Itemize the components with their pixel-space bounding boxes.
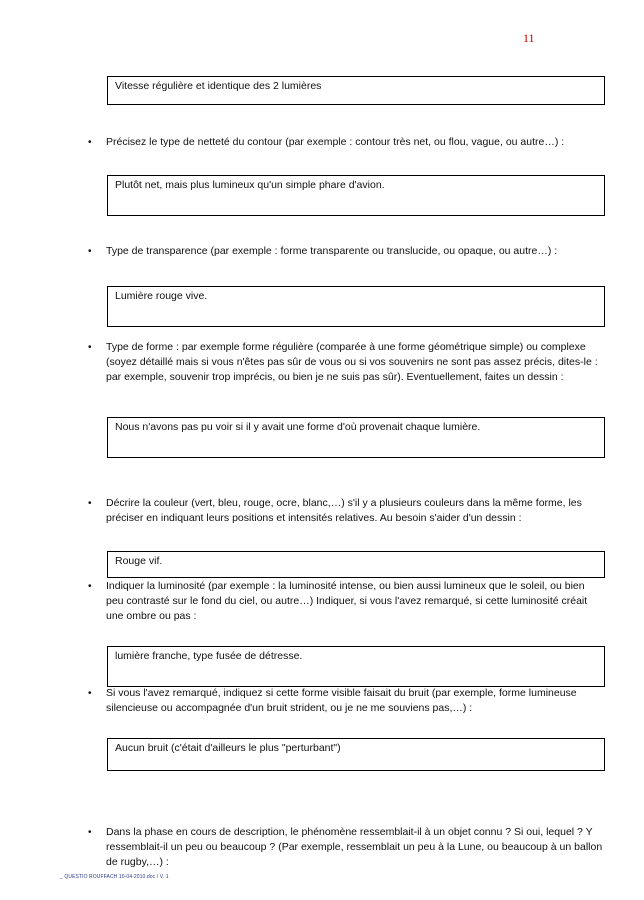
question-luminosity: Indiquer la luminosité (par exemple : la luminosité intense, ou bien aussi lumineux que le soleil, ou bien peu contrasté sur le fond du ciel, ou autre…) Indiquer, si vous l'avez remarqué, si cette luminosité créait une ombre ou pas : bbox=[106, 580, 588, 622]
answer-box-color[interactable]: Rouge vif. bbox=[107, 551, 605, 578]
question-noise: Si vous l'avez remarqué, indiquez si cette forme visible faisait du bruit (par exemple, forme lumineuse silencieuse ou accompagnée d'un bruit strident, ou je ne me souviens pas,…) : bbox=[106, 687, 577, 714]
bullet: • bbox=[88, 137, 92, 148]
bullet: • bbox=[88, 827, 92, 838]
page-number: 11 bbox=[523, 31, 535, 45]
question-color: Décrire la couleur (vert, bleu, rouge, ocre, blanc,…) s'il y a plusieurs couleurs dans la même forme, les préciser en indiquant leurs positions et intensités relatives. Au besoin s'aider d'un dessin : bbox=[106, 497, 582, 524]
bullet: • bbox=[88, 246, 92, 257]
answer-box-luminosity[interactable]: lumière franche, type fusée de détresse. bbox=[107, 646, 605, 687]
bullet: • bbox=[88, 342, 92, 353]
answer-box-speed[interactable]: Vitesse régulière et identique des 2 lumières bbox=[107, 76, 605, 105]
bullet: • bbox=[88, 581, 92, 592]
bullet: • bbox=[88, 498, 92, 509]
answer-box-shape[interactable]: Nous n'avons pas pu voir si il y avait une forme d'où provenait chaque lumière. bbox=[107, 417, 605, 458]
answer-box-contour[interactable]: Plutôt net, mais plus lumineux qu'un simple phare d'avion. bbox=[107, 175, 605, 216]
question-transparency: Type de transparence (par exemple : forme transparente ou translucide, ou opaque, ou autre…) : bbox=[106, 245, 558, 257]
answer-box-transparency[interactable]: Lumière rouge vive. bbox=[107, 286, 605, 327]
question-contour: Précisez le type de netteté du contour (par exemple : contour très net, ou flou, vague, ou autre…) : bbox=[106, 136, 565, 148]
question-shape: Type de forme : par exemple forme régulière (comparée à une forme géométrique simple) ou complexe (soyez détaillé mais si vous n'êtes pas sûr de vous ou si vos souvenirs ne sont pas assez précis, dites-le : par exemple, souvenir trop imprécis, ou bien je ne suis pas sûr). Eventuellement, faites un dessin : bbox=[106, 341, 598, 383]
bullet: • bbox=[88, 688, 92, 699]
answer-box-noise[interactable]: Aucun bruit (c'était d'ailleurs le plus "perturbant") bbox=[107, 738, 605, 771]
document-footer: _ QUESTIO ROUFFACH 10-04-2010.doc / V. 1 bbox=[60, 874, 169, 880]
question-known-object: Dans la phase en cours de description, le phénomène ressemblait-il à un objet connu ? Si oui, lequel ? Y ressemblait-il un peu ou beaucoup ? (Par exemple, ressemblait un peu à la Lune, ou beaucoup à un ballon de rugby,…) : bbox=[106, 826, 603, 868]
